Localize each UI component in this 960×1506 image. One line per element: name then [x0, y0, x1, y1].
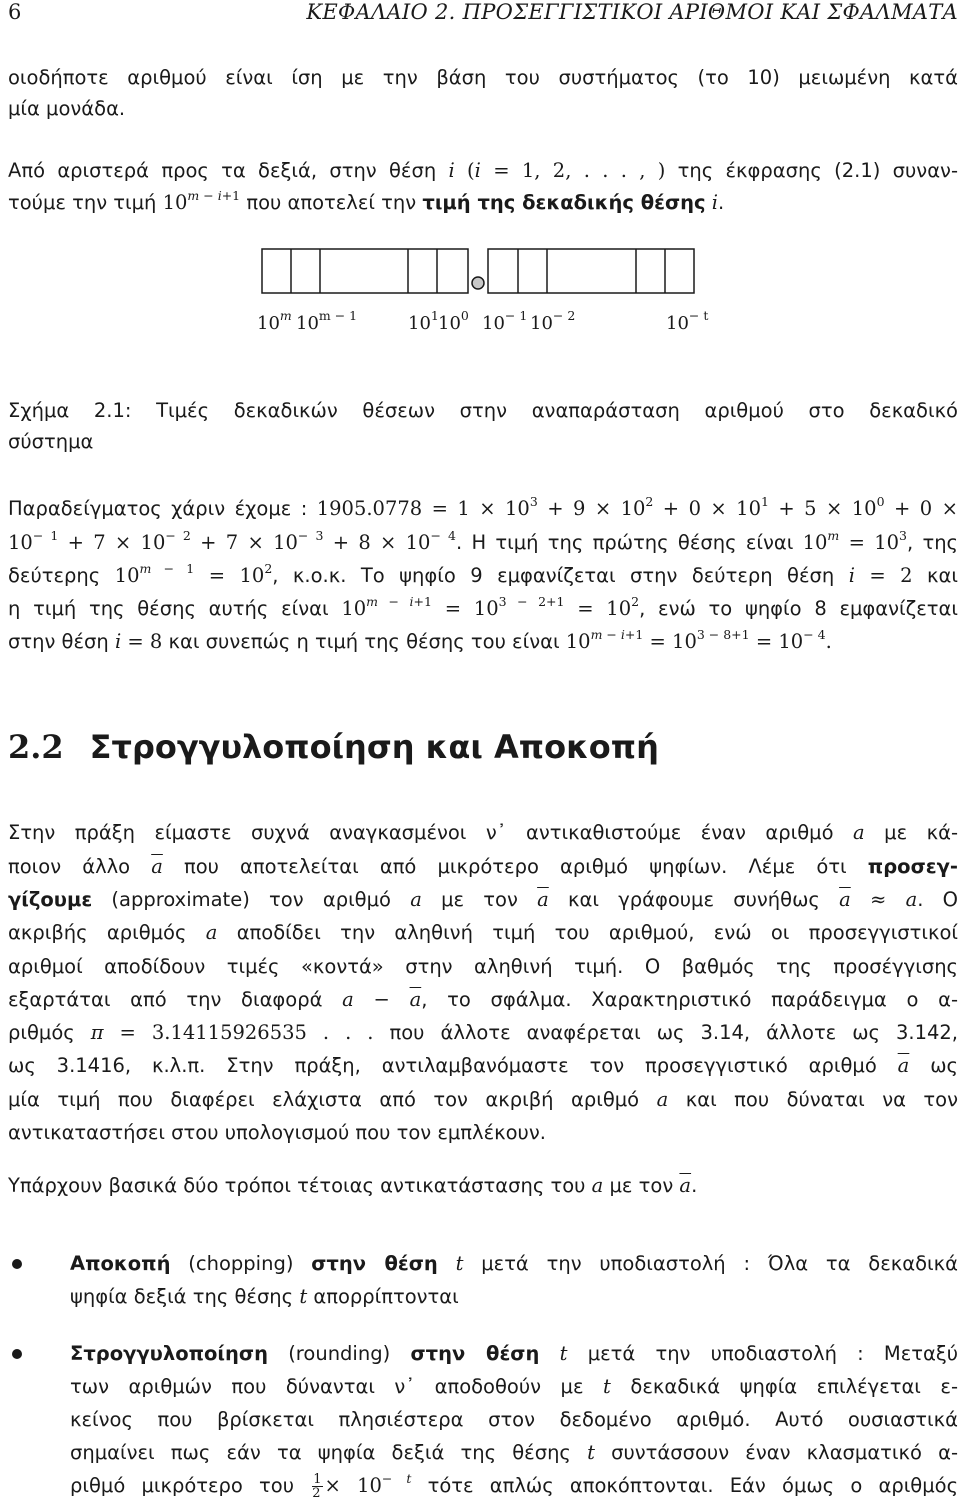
- para-line-5: αριθμοί αποδίδουν τιμές «κοντά» στην αληθινή τιμή. Ο βαθμός της προσέγγισης: [8, 955, 958, 978]
- bullet-rounding-line-5: ριθμό μικρότερο του $\frac{1}{2}$ × $10^{- t}$ τότε απλώς αποκόπτονται. Εάν όμως ο αριθμός: [70, 1471, 959, 1501]
- decimal-positions-figure: [0, 240, 960, 310]
- para-line-11: Υπάρχουν βασικά δύο τρόποι τέτοιας αντικατάστασης του a με τον $\overline{a}$.: [8, 1174, 698, 1197]
- decimal-point-marker: [472, 277, 484, 289]
- bullet-rounding-line-2: των αριθμών που δύνανται ν᾽ αποδοθούν με t δεκαδικά ψηφία επιλέγεται ε-: [70, 1375, 959, 1398]
- fraction-digit-boxes: [488, 249, 694, 293]
- para-line-8: ως 3.1416, κ.λ.π. Στην πράξη, αντιλαμβανόμαστε τον προσεγγιστικό αριθμό $\overline{a}$ ως: [8, 1054, 958, 1077]
- intro-line-4: τούμε την τιμή $10^{m - i+1}$ που αποτελεί την τιμή της δεκαδικής θέσης i.: [8, 188, 725, 214]
- bullet-marker-chopping: [12, 1259, 22, 1269]
- intro-line-2: μία μονάδα.: [8, 97, 126, 120]
- bullet-rounding-line-4: σημαίνει πως εάν τα ψηφία δεξιά της θέσης t συντάσσουν έναν κλασματικό α-: [70, 1441, 959, 1464]
- example-line-3: δεύτερης $10^{m - 1} = 10^2$, κ.ο.κ. Το ψηφίο 9 εμφανίζεται στην δεύτερη θέση i = 2 και: [8, 561, 958, 587]
- page-header: [8, 0, 958, 30]
- para-line-7: ριθμός π = 3.14115926535 . . . που άλλοτε αναφέρεται ως 3.14, άλλοτε ως 3.142,: [8, 1021, 959, 1044]
- bullet-chopping-line-1: Αποκοπή (chopping) στην θέση t μετά την υποδιαστολή : Όλα τα δεκαδικά: [70, 1252, 958, 1275]
- intro-line-1: οιοδήποτε αριθμού είναι ίση με την βάση του συστήματος (το 10) μειωμένη κατά: [8, 66, 958, 89]
- example-line-5: στην θέση i = 8 και συνεπώς η τιμή της θέσης του είναι $10^{m - i+1} = 10^{3 - 8+1} = 10^{- 4}$.: [8, 627, 832, 653]
- figure-label-10m: 10$^m$: [257, 308, 292, 334]
- integer-digit-boxes: [262, 249, 468, 293]
- para-line-2: ποιον άλλο $\overline{a}$ που αποτελείται από μικρότερο αριθμό ψηφίων. Λέμε ότι προσεγ-: [8, 855, 958, 878]
- figure-caption: Σχήμα 2.1: Τιμές δεκαδικών θέσεων στην αναπαράσταση αριθμού στο δεκαδικό: [8, 399, 958, 422]
- figure-label-10m-1: $10^{m - 1}$: [296, 308, 358, 334]
- example-line-2: $10^{- 1} + 7 \times 10^{- 2} + 7 \times 10^{- 3} + 8 \times 10^{- 4}$. Η τιμή της πρώτης θέσης είναι $10^m = 10^3$, της: [8, 528, 958, 554]
- intro-line-3: Από αριστερά προς τα δεξιά, στην θέση i (i = 1, 2, . . . , ) της έκφρασης (2.1) συναν-: [8, 159, 958, 182]
- figure-label-10-0: $10^0$: [438, 308, 469, 334]
- example-line-4: η τιμή της θέσης αυτής είναι $10^{m - i+1} = 10^{3 - 2+1} = 10^2$, ενώ το ψηφίο 8 εμφανίζεται: [8, 594, 958, 620]
- para-line-10: αντικαταστήσει στου υπολογισμού που τον εμπλέκουν.: [8, 1121, 546, 1144]
- section-title: Στρογγυλοποίηση και Αποκοπή: [89, 728, 659, 766]
- para-line-4: ακριβής αριθμός a αποδίδει την αληθινή τιμή του αριθμού, ενώ οι προσεγγιστικοί: [8, 921, 959, 944]
- figure-label-10-minus2: $10^{- 2}$: [530, 308, 576, 334]
- figure-caption-line-2: σύστημα: [8, 430, 94, 453]
- bullet-marker-rounding: [12, 1349, 22, 1359]
- figure-label-10-minus1: $10^{- 1}$: [482, 308, 528, 334]
- section-number: 2.2: [8, 728, 64, 766]
- section-heading: [8, 728, 659, 766]
- para-line-6: εξαρτάται από την διαφορά $a - \overline{a}$, το σφάλμα. Χαρακτηριστικό παράδειγμα ο α-: [8, 988, 958, 1011]
- figure-label-10-1: $10^1$: [408, 308, 439, 334]
- page-number: 6: [8, 0, 22, 24]
- running-head: ΚΕΦΑΛΑΙΟ 2. ΠΡΟΣΕΓΓΙΣΤΙΚΟΙ ΑΡΙΘΜΟΙ ΚΑΙ ΣΦΑΛΜΑΤΑ: [306, 0, 958, 24]
- figure-label-10-minust: $10^{- t}$: [666, 308, 709, 334]
- fraction-one-half: $\frac{1}{2}$: [312, 1472, 322, 1501]
- para-line-1: Στην πράξη είμαστε συχνά αναγκασμένοι ν᾽ αντικαθιστούμε έναν αριθμό a με κά-: [8, 821, 958, 844]
- bullet-rounding-line-1: Στρογγυλοποίηση (rounding) στην θέση t μετά την υποδιαστολή : Μεταξύ: [70, 1342, 959, 1365]
- para-line-3: γίζουμε (approximate) τον αριθμό a με τον $\overline{a}$ και γράφουμε συνήθως $\overline{a} \approx a$. Ο: [8, 888, 959, 911]
- bullet-rounding-line-3: κείνος που βρίσκεται πλησιέστερα στον δεδομένο αριθμό. Αυτό ουσιαστικά: [70, 1408, 958, 1431]
- example-line-1: Παραδείγματος χάριν έχομε : $1905.0778 = 1 \times 10^3 + 9 \times 10^2 + 0 \times 10^1 + 5 \times 10^0 + 0$ ×: [8, 494, 958, 520]
- bullet-chopping-line-2: ψηφία δεξιά της θέσης t απορρίπτονται: [70, 1285, 459, 1308]
- para-line-9: μία τιμή που διαφέρει ελάχιστα από τον ακριβή αριθμό a και που δύναται να τον: [8, 1088, 958, 1111]
